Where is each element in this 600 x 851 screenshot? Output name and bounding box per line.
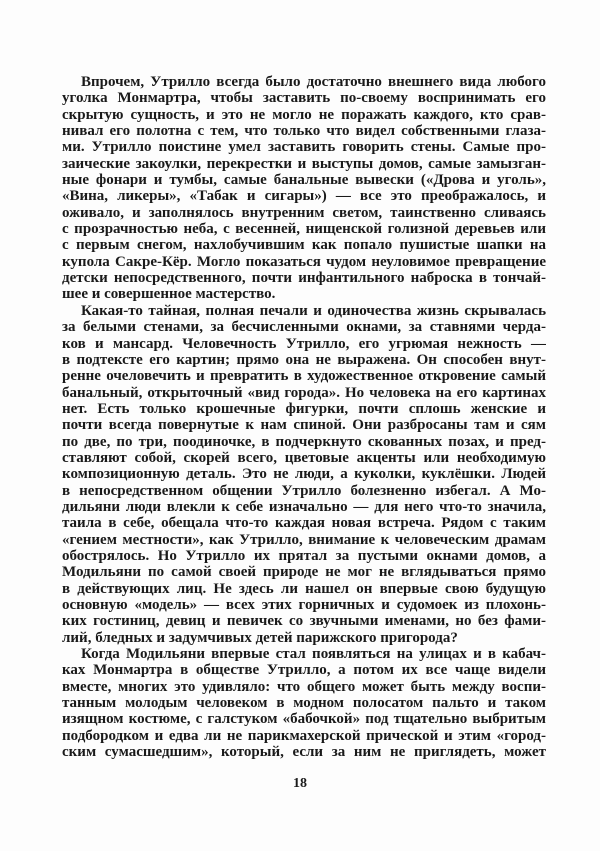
text-line: оживало, и заполнялось внутренним светом, таинственно сливаясь [62, 204, 546, 221]
text-line: лий, бледных и задумчивых детей парижского пригорода? [62, 629, 458, 646]
text-line: почти всегда повернутые к нам спиной. Они разбросаны там и сям [62, 417, 546, 434]
page-number: 18 [293, 776, 307, 791]
text-line: Какая-то тайная, полная печали и одиночества жизнь скрывалась [81, 302, 546, 319]
text-line: за белыми стенами, за бесчисленными окнами, за ставнями черда- [62, 319, 546, 336]
text-line: танным молодым человеком в модном полосатом пальто и таком [62, 695, 546, 712]
paragraph [62, 74, 546, 303]
text-line: с первым снегом, нахлобучившим как попало пушистые шапки на [62, 237, 546, 254]
text-line: уголка Монмартра, чтобы заставить по-своему воспринимать его [62, 90, 546, 107]
text-line: нет. Есть только крошечные фигурки, почти сплошь женские и [62, 400, 546, 417]
paragraph [62, 646, 546, 760]
text-line: Модильяни по самой своей природе не мог не вглядываться прямо [62, 564, 546, 581]
text-line: «Вина, ликеры», «Табак и сигары») — все это преображалось, и [62, 188, 546, 205]
text-line: шее и совершенное мастерство. [62, 286, 276, 303]
book-page-text [62, 74, 546, 760]
text-line: в подтексте его картин; прямо она не выражена. Он способен внут- [62, 351, 546, 368]
text-line: с прозрачностью неба, с весенней, нищенской голизной деревьев или [62, 221, 546, 238]
text-line: дильяни люди влекли к себе изначально — для него что-то значила, [62, 498, 546, 515]
text-line: композиционную деталь. Это не люди, а куколки, куклёшки. Людей [62, 466, 546, 483]
text-line: Впрочем, Утрилло всегда было достаточно внешнего вида любого [81, 74, 546, 90]
text-line: в действующих лиц. Не здесь ли нашел он впервые свою будущую [62, 580, 546, 597]
text-line: обострялось. Но Утрилло их прятал за пустыми окнами домов, а [62, 547, 546, 564]
paragraph [62, 303, 546, 646]
text-line: основную «модель» — всех этих горничных и судомоек из плохонь- [62, 597, 546, 613]
text-line: в непосредственном общении Утрилло болезненно избегал. А Мо- [62, 482, 546, 499]
text-line: изящном костюме, с галстуком «бабочкой» под тщательно выбритым [62, 711, 546, 728]
text-line: скрытую сущность, и это не могло не поражать каждого, кто срав- [62, 106, 546, 123]
text-line: купола Сакре-Кёр. Могло показаться чудом неуловимое превращение [62, 253, 546, 270]
text-line: ским сумасшедшим», который, если за ним не приглядеть, может [62, 744, 546, 761]
text-line: ставляют собой, скорей всего, цветовые акценты или необходимую [62, 449, 546, 466]
text-line: детски непосредственного, почти инфантильного наброска в тончай- [62, 270, 546, 287]
text-line: ках Монмартра в обществе Утрилло, а потом их все чаще видели [62, 662, 546, 679]
text-line: ми. Утрилло поистине умел заставить говорить стены. Самые про- [62, 139, 546, 156]
text-line: банальный, открыточный «вид города». Но человека на его картинах [62, 384, 546, 401]
text-line: заические закоулки, перекрестки и выступы домов, самые замызган- [62, 155, 546, 172]
text-line: Когда Модильяни впервые стал появляться на улицах и в кабач- [81, 646, 546, 663]
text-line: по две, по три, поодиночке, в подчеркнуто скованных позах, и пред- [62, 433, 546, 450]
text-line: ные фонари и тумбы, самые банальные вывески («Дрова и уголь», [62, 172, 546, 189]
text-line: ков и мансард. Человечность Утрилло, его угрюмая нежность — [62, 335, 546, 352]
text-line: ренне очеловечить и превратить в художественное откровение самый [62, 368, 546, 385]
text-line: подбородком и едва ли не парикмахерской прической и этим «город- [62, 727, 546, 744]
text-line: таила в себе, обещала что-то каждая новая встреча. Рядом с таким [62, 515, 546, 532]
text-line: нивал его полотна с тем, что только что видел собственными глаза- [62, 123, 546, 140]
text-line: «гением местности», как Утрилло, внимание к человеческим драмам [62, 531, 546, 548]
text-line: вместе, многих это удивляло: что общего может быть между воспи- [62, 678, 546, 695]
text-line: ких гостиниц, девиц и певичек со звучными именами, но без фами- [62, 613, 546, 630]
